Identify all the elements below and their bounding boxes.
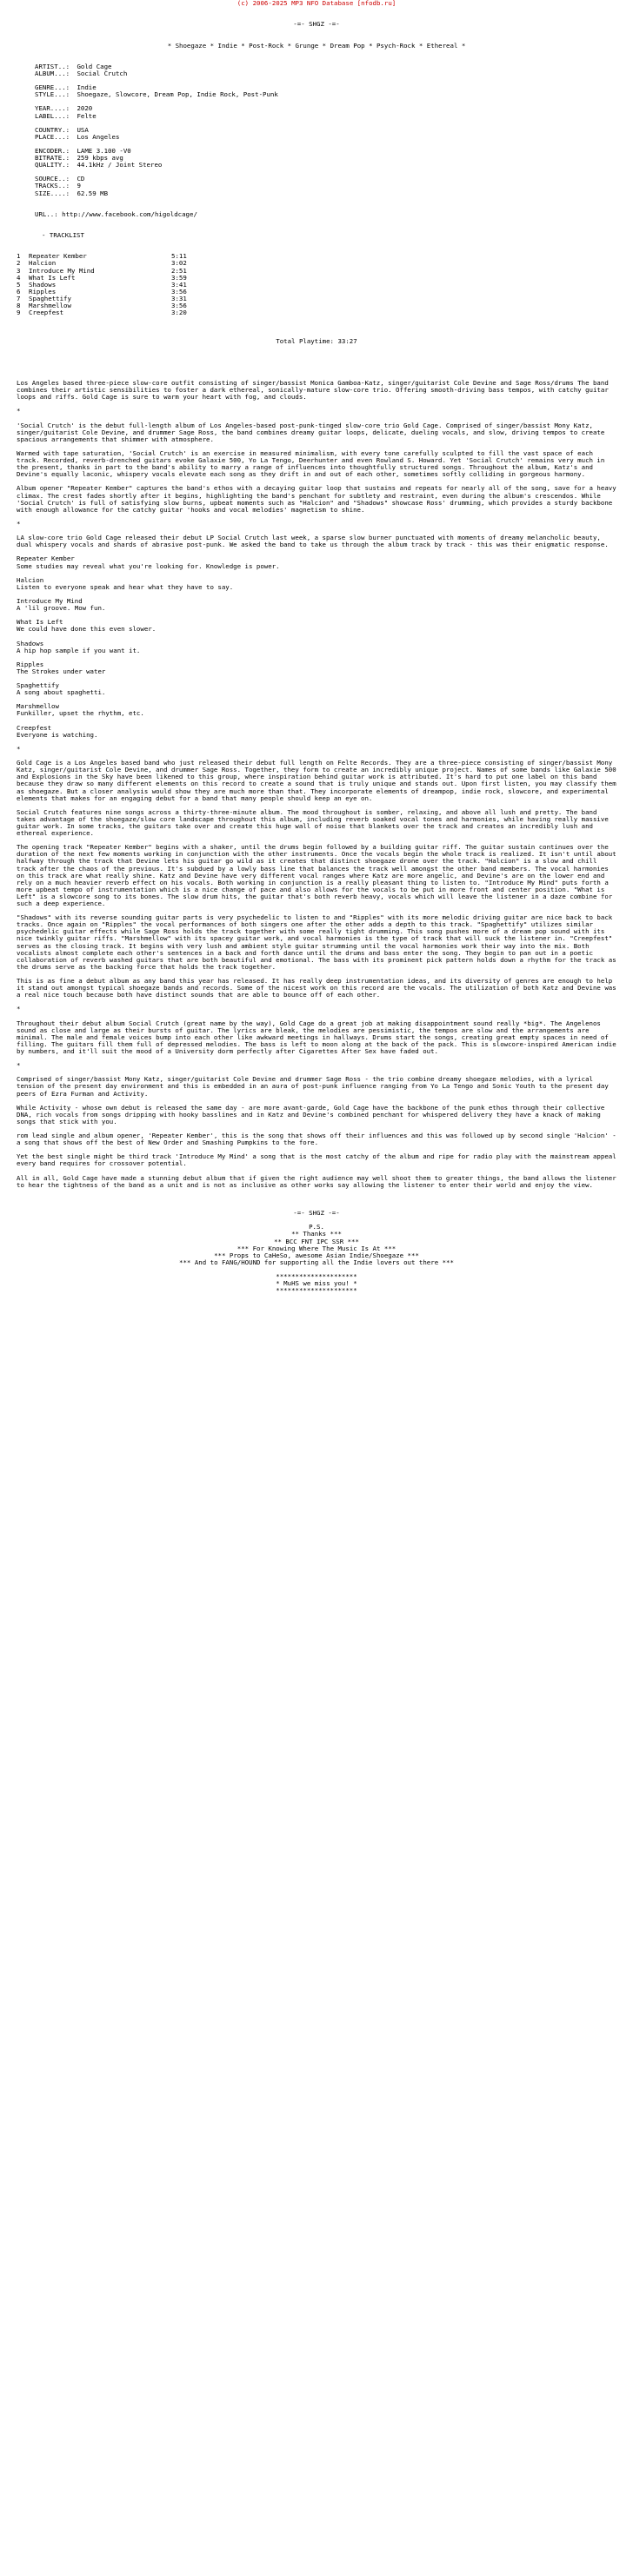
info-row-tracks: TRACKS..: 9 bbox=[35, 183, 81, 190]
track-comment: Spaghettify A song about spaghetti. bbox=[17, 681, 106, 697]
track-comment: Halcion Listen to everyone speak and hear what they have to say. bbox=[17, 575, 234, 591]
track-row: 9 Creepfest 3:20 bbox=[17, 309, 187, 317]
track-row: 4 What Is Left 3:59 bbox=[17, 274, 187, 282]
footer-ps: P.S. bbox=[309, 1224, 324, 1232]
notes-paragraph: "Shadows" with its reverse sounding guitar parts is very psychedelic to listen to and "Ripples" with its more melodic driving guitar are nice back to back tracks. Once again on "Ripples" the vocal performances of both singers one after the other adds a depth to this track. "Spaghettify" utilizes similar psychedelic guitar effects while Sage Ross holds the track together with some really tight drumming. This song pushes more of a dream pop sound with its nice twinkly guitar riffs. "Marshmellow" with its spacey guitar work, and vocal harmonies is the type of track that will suck the listener in. "Creepfest" serves as the closing track. It begins with very lush and ambient style guitar strumming until the vocal harmonies work their way into the mix. Both vocalists almost complete each other's sentences in a back and forth dance until the drums and bass enter the song. They begin to pan out in a poetic collaboration of reverb washed guitars that are both beautiful and emotional. The bass with its prominent pick pattern holds down a rhythm for the track as the drums serve as the backing force that holds the track together. bbox=[17, 913, 621, 971]
info-row-bitrate: BITRATE.: 259 kbps avg bbox=[35, 155, 123, 163]
footer-fang: *** And to FANG/HOUND for supporting all the Indie lovers out there *** bbox=[179, 1258, 454, 1266]
footer-stars-top: ********************* bbox=[276, 1272, 357, 1280]
release-info bbox=[17, 63, 616, 218]
track-comment: Shadows A hip hop sample if you want it. bbox=[17, 639, 141, 654]
info-row-artist: ARTIST..: Gold Cage bbox=[35, 63, 112, 70]
info-row-place: PLACE...: Los Angeles bbox=[35, 133, 120, 141]
notes-paragraph: Warmed with tape saturation, 'Social Crutch' is an exercise in measured minimalism, with every tone carefully sculpted to fill the vast space of each track. Recorded, reverb-drenched guitars evoke Galaxie 500, Yo La Tengo, Deerhunter and even Rowland S. Howard. Yet 'Social Crutch' remains very much in the present, thanks in part to the band's ability to marry a range of influences into thoughtfully structured songs. Throughout the album, Katz's and Devine's equally laconic, whispery vocals elevate each song as they drift in and out of each other, sometimes softly colliding in gorgeous harmony. bbox=[17, 449, 609, 479]
notes-paragraph: While Activity - whose own debut is released the same day - are more avant-garde, Gold Cage have the backbone of the punk ethos through their collective DNA, rich vocals from songs dripping with hooky basslines and in Katz and Devine's combined penchant for whispered delivery they have a knack of making songs that stick with you. bbox=[17, 1103, 609, 1125]
footer-group-title: -=- SHGZ -=- bbox=[293, 1210, 340, 1218]
track-row: 5 Shadows 3:41 bbox=[17, 281, 187, 289]
info-row-country: COUNTRY.: USA bbox=[35, 126, 89, 134]
section-separator: * bbox=[17, 519, 21, 528]
track-row: 8 Marshmellow 3:56 bbox=[17, 302, 187, 310]
track-row: 7 Spaghettify 3:31 bbox=[17, 295, 187, 302]
info-row-album: ALBUM...: Social Crutch bbox=[35, 70, 128, 77]
total-playtime: Total Playtime: 33:27 bbox=[276, 337, 357, 345]
footer-crews: ** BCC FNT IPC SSR *** bbox=[274, 1238, 359, 1245]
info-row-style: STYLE...: Shoegaze, Slowcore, Dream Pop, Indie Rock, Post-Punk bbox=[35, 91, 278, 99]
section-separator: * bbox=[17, 744, 21, 753]
group-title: -=- SHGZ -=- bbox=[293, 21, 340, 29]
footer-props: *** Props to CaHeSo, awesome Asian Indie/Shoegaze *** bbox=[214, 1251, 419, 1259]
notes-paragraph: Yet the best single might be third track 'Introduce My Mind' a song that is the most catchy of the album and ripe for radio play with the mainstream appeal every band requires for crossover potential. bbox=[17, 1152, 621, 1168]
track-comment: Repeater Kember Some studies may reveal what you're looking for. Knowledge is power. bbox=[17, 554, 280, 570]
notes-paragraph: 'Social Crutch' is the debut full-length album of Los Angeles-based post-punk-tinged slow-core trio Gold Cage. Comprised of singer/bassist Mony Katz, singer/guitarist Cole Devine, and drummer Sage Ross, the band combines dreamy guitar loops, delicate, dueling vocals, and slow, driving tempos to create spacious arrangements that shimmer with atmosphere. bbox=[17, 421, 609, 443]
notes-paragraph: LA slow-core trio Gold Cage released their debut LP Social Crutch last week, a sparse slow burner punctuated with moments of dreamy melancholic beauty, dual whispery vocals and shards of abrasive post-punk. We asked the band to take us through the album track by track - this was their enigmatic response. bbox=[17, 534, 609, 549]
notes-paragraph: rom lead single and album opener, 'Repeater Kember', this is the song that shows off their influences and this was followed up by second single 'Halcion' - a song that shows off the best of New Order and Smashing Pumpkins to the fore. bbox=[17, 1132, 621, 1147]
info-row-url: URL..: http://www.facebook.com/higoldcage/ bbox=[35, 210, 197, 218]
track-comment: Introduce My Mind A 'lil groove. Mow fun. bbox=[17, 596, 106, 613]
info-row-genre: GENRE...: Indie bbox=[35, 84, 97, 92]
tracklist bbox=[17, 253, 616, 316]
notes-paragraph: Album opener "Repeater Kember" captures the band's ethos with a decaying guitar loop that sustains and repeats for nearly all of the song, save for a heavy climax. The crest fades shortly after it begins, highlighting the band's penchant for subtlety and restraint, even during the album's crescendos. While 'Social Crutch' is full of satisfying slow burns, upbeat moments such as "Halcion" and "Shadows" showcase Ross' drumming, which provides a sturdy backbone with enough allowance for the catchy guitar 'hooks and vocal melodies' magnetism to shine. bbox=[17, 484, 621, 514]
notes-paragraph: All in all, Gold Cage have made a stunning debut album that if given the right audience may well shoot them to greater things, the band allows the listener to hear the tightness of the band as a unit and is not as inclusive as other works say allowing the listener to enter their world and enjoy the view. bbox=[17, 1173, 621, 1189]
footer-fans: *** For Knowing Where The Music Is At *** bbox=[237, 1245, 396, 1252]
tracklist-heading: - TRACKLIST bbox=[42, 232, 84, 240]
track-row: 2 Halcion 3:02 bbox=[17, 260, 187, 268]
genres-line: * Shoegaze * Indie * Post-Rock * Grunge * Dream Pop * Psych-Rock * Ethereal * bbox=[167, 42, 466, 50]
footer-miss: * MuHS we miss you! * bbox=[276, 1280, 357, 1288]
info-row-source: SOURCE..: CD bbox=[35, 176, 85, 183]
release-notes bbox=[17, 379, 621, 1189]
footer-stars-bottom: ********************* bbox=[276, 1287, 357, 1295]
info-row-quality: QUALITY.: 44.1kHz / Joint Stereo bbox=[35, 162, 163, 169]
info-row-size: SIZE....: 62.59 MB bbox=[35, 189, 109, 197]
info-row-year: YEAR....: 2020 bbox=[35, 105, 93, 113]
track-row: 6 Ripples 3:56 bbox=[17, 288, 187, 295]
section-separator: * bbox=[17, 1061, 21, 1070]
track-comment: What Is Left We could have done this even slower. bbox=[17, 618, 157, 634]
facebook-link[interactable]: http://www.facebook.com/higoldcage/ bbox=[62, 210, 197, 218]
notes-paragraph: Gold Cage is a Los Angeles based band who just released their debut full length on Felte Records. They are a three-piece consisting of singer/bassist Mony Katz, singer/guitarist Cole Devine, and drummer Sage Ross. Together, they form to create an incredibly unique project. Names of some bands like Galaxie 500 and Explosions in the Sky have been likened to this group, where inspiration behind guitar work is attributed. It's hard to put one label on this band because they draw so many different elements on this record to create a sound that is truly unique and stands out. Upon first listen, you may classify them as shoegaze. But a closer analysis would show they are much more than that. They incorporate elements of dreampop, indie rock, slowcore, and experimental elements that makes for an engaging debut for a band that many people should keep an eye on. bbox=[17, 759, 621, 802]
track-comment: Marshmellow Funkiller, upset the rhythm, etc. bbox=[17, 702, 144, 718]
copyright-line: (c) 2006-2025 MP3 NFO Database [nfodb.ru] bbox=[237, 0, 396, 7]
notes-paragraph: This is as fine a debut album as any band this year has released. It has really deep instrumentation ideas, and its diversity of genres are enough to help it stand out amongst typical shoegaze bands and records. Some of the nicest work on this record are the vocals. The utilization of both Katz and Devine was a real nice touch because both have distinct sounds that are able to bounce off of each other. bbox=[17, 977, 621, 999]
track-row: 3 Introduce My Mind 2:51 bbox=[17, 267, 187, 275]
section-separator: * bbox=[17, 407, 21, 415]
footer-thanks: ** Thanks *** bbox=[291, 1231, 342, 1238]
track-comment: Creepfest Everyone is watching. bbox=[17, 723, 98, 739]
notes-paragraph: The opening track "Repeater Kember" begins with a shaker, until the drums begin followed by a building guitar riff. The guitar sustain continues over the duration of the next few moments working in conjunction with the other instruments. Once the vocals begin the whole track is realized. It isn't until about halfway through the track that Devine lets his guitar go wild as it creates that distinct shoegaze drone over the track. "Halcion" is a slow and chill track after the chaos of the previous. It's subdued by a lowly bass line that balances the track well amongst the other band members. The vocal harmonies on this track are what really shine. Katz and Devine have very different vocal ranges where Katz are more angelic, and Devine's are on the lower end and rely on a much heavier reverb effect on his vocals. Both working in conjunction is a really pleasant thing to listen to. "Introduce My Mind" puts forth a more upbeat tempo of instrumentation which is a nice change of pace and also allows for the vocals to be put in more front and center position. "What is Left" is a slowcore song to its bones. The slow drum hits, the guitar that's both reverb heavy, vocals which will leave the listener in a daze combine for such a deep experience. bbox=[17, 843, 621, 907]
notes-paragraph: Los Angeles based three-piece slow-core outfit consisting of singer/bassist Monica Gamboa-Katz, singer/guitarist Cole Devine and Sage Ross/drums The band combines their artistic sensibilities to foster a dark ethereal, sonically-mature slow-core trio. Offering smooth-driving bass tempos, with catchy guitar loops and riffs. Gold Cage is sure to warm your heart with fog, and clouds. bbox=[17, 379, 613, 402]
notes-paragraph: Throughout their debut album Social Crutch (great name by the way), Gold Cage do a great job at making disappointment sound really *big*. The Angelenos sound as close and large as their bursts of guitar. The lyrics are bleak, the melodies are pessimistic, the tempos are slow and the arrangements are minimal. The male and female voices bump into each other like awkward meetings in hallways. Drums start the songs, creating great empty spaces in need of filling. The guitars fill them full of depressed melodies. The bass is left to moon along at the back of the pack. This is slowcore-inspired American indie by numbers, and it'll suit the mood of a University dorm perfectly after Cigarettes After Sex have faded out. bbox=[17, 1019, 621, 1055]
section-separator: * bbox=[17, 1005, 21, 1013]
track-row: 1 Repeater Kember 5:11 bbox=[17, 253, 187, 261]
track-comment: Ripples The Strokes under water bbox=[17, 660, 106, 675]
notes-paragraph: Social Crutch features nine songs across a thirty-three-minute album. The mood throughout is somber, relaxing, and above all lush and pretty. The band takes advantage of the shoegaze/slow core landscape throughout this album, including reverb soaked vocal tones and harmonies, while having really massive guitar work. In some tracks, the guitars take over and create this huge wall of noise that blankets over the track and creates an incredibly lush and ethereal experience. bbox=[17, 807, 613, 838]
info-row-label: LABEL...: Felte bbox=[35, 112, 97, 120]
info-row-encoder: ENCODER.: LAME 3.100 -V0 bbox=[35, 147, 131, 155]
notes-paragraph: Comprised of singer/bassist Mony Katz, singer/guitarist Cole Devine and drummer Sage Ross - the trio combine dreamy shoegaze melodies, with a lyrical tension of the present day environment and this is embedded in an aura of post-punk influence ranging from Yo La Tengo and Sonic Youth to the present day peers of Ezra Furman and Activity. bbox=[17, 1075, 613, 1098]
